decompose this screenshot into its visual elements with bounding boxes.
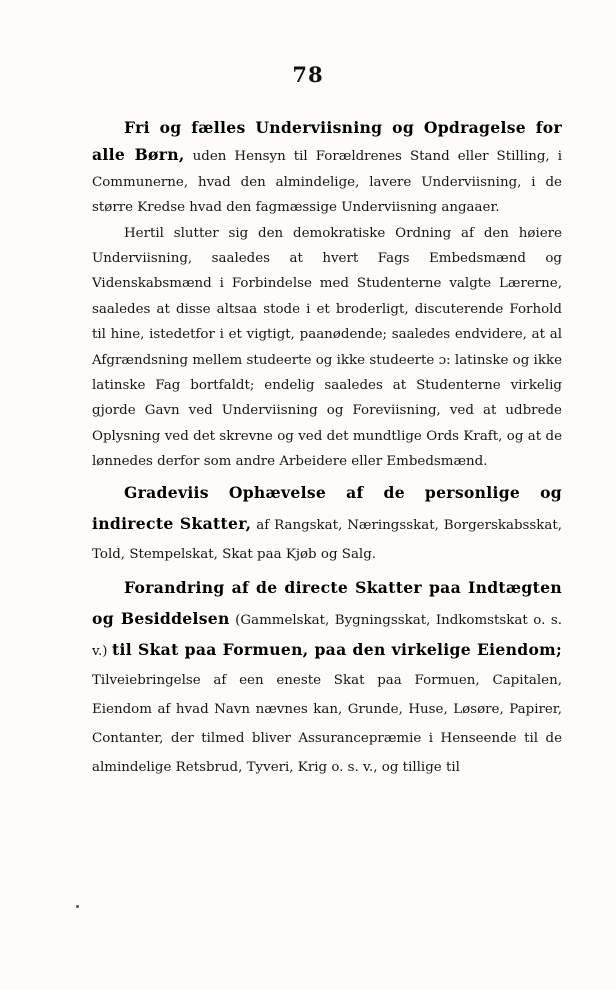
- paragraph-text: af Rangskat, Næringsskat, Borgerskabsskat, Told, Stempelskat, Skat paa Kjøb og Salg.: [92, 517, 562, 562]
- paragraph-heading: Forandring af de directe Skatter paa Indtægten og Besiddelsen: [92, 577, 562, 628]
- paragraph-free-education: [92, 115, 562, 221]
- paragraph-text-continued: Tilveiebringelse af een eneste Skat paa Formuen, Capitalen, Eiendom af hvad Navn nævnes kan, Grunde, Huse, Løsøre, Papirer, Contanter, der tilmed bliver Assurancepræmie i Henseende til de almindelige Retsbrud, Tyveri, Krig o. s. v., og tillige til: [92, 672, 562, 775]
- paragraph-text: uden Hensyn til Forældrenes Stand eller Stilling, i Communerne, hvad den almindelige, lavere Underviisning, i de større Kredse hvad den fagmæssige Underviisning angaaer.: [92, 149, 562, 216]
- page-number: 78: [292, 62, 324, 87]
- paragraph-indirect-taxes: [92, 478, 562, 569]
- page-text: [92, 115, 562, 782]
- paragraph-heading: Fri og fælles Underviisning og Opdragelse for alle Børn,: [92, 118, 562, 165]
- paragraph-text: (Gammelskat, Bygningsskat, Indkomstskat o. s. v.): [92, 612, 562, 659]
- paragraph-heading-secondary: til Skat paa Formuen, paa den virkelige Eiendom;: [112, 639, 563, 659]
- paragraph-heading: Gradeviis Ophævelse af de personlige og indirecte Skatter,: [92, 482, 562, 533]
- ink-speck: [76, 905, 79, 908]
- paragraph-text: Hertil slutter sig den demokratiske Ordning af den høiere Underviisning, saaledes at hvert Fags Embedsmænd og Videnskabsmænd i Forbindelse med Studenterne valgte Lærerne, saaledes at disse altsaa stode i et broderligt, discuterende Forhold til hine, istedetfor i et vigtigt, paanødende; saaledes endvidere, at al Afgrændsning mellem studeerte og ikke studeerte ɔ: latinske og ikke latinske Fag bortfaldt; endelig saaledes at Studenterne virkelig gjorde Gavn ved Underviisning og Foreviisning, ved at udbrede Oplysning ved det skrevne og ved det mundtlige Ords Kraft, og at de lønnedes derfor som andre Arbeidere eller Embedsmænd.: [92, 225, 562, 470]
- paragraph-higher-education: [92, 221, 562, 475]
- paragraph-direct-taxes: [92, 573, 562, 782]
